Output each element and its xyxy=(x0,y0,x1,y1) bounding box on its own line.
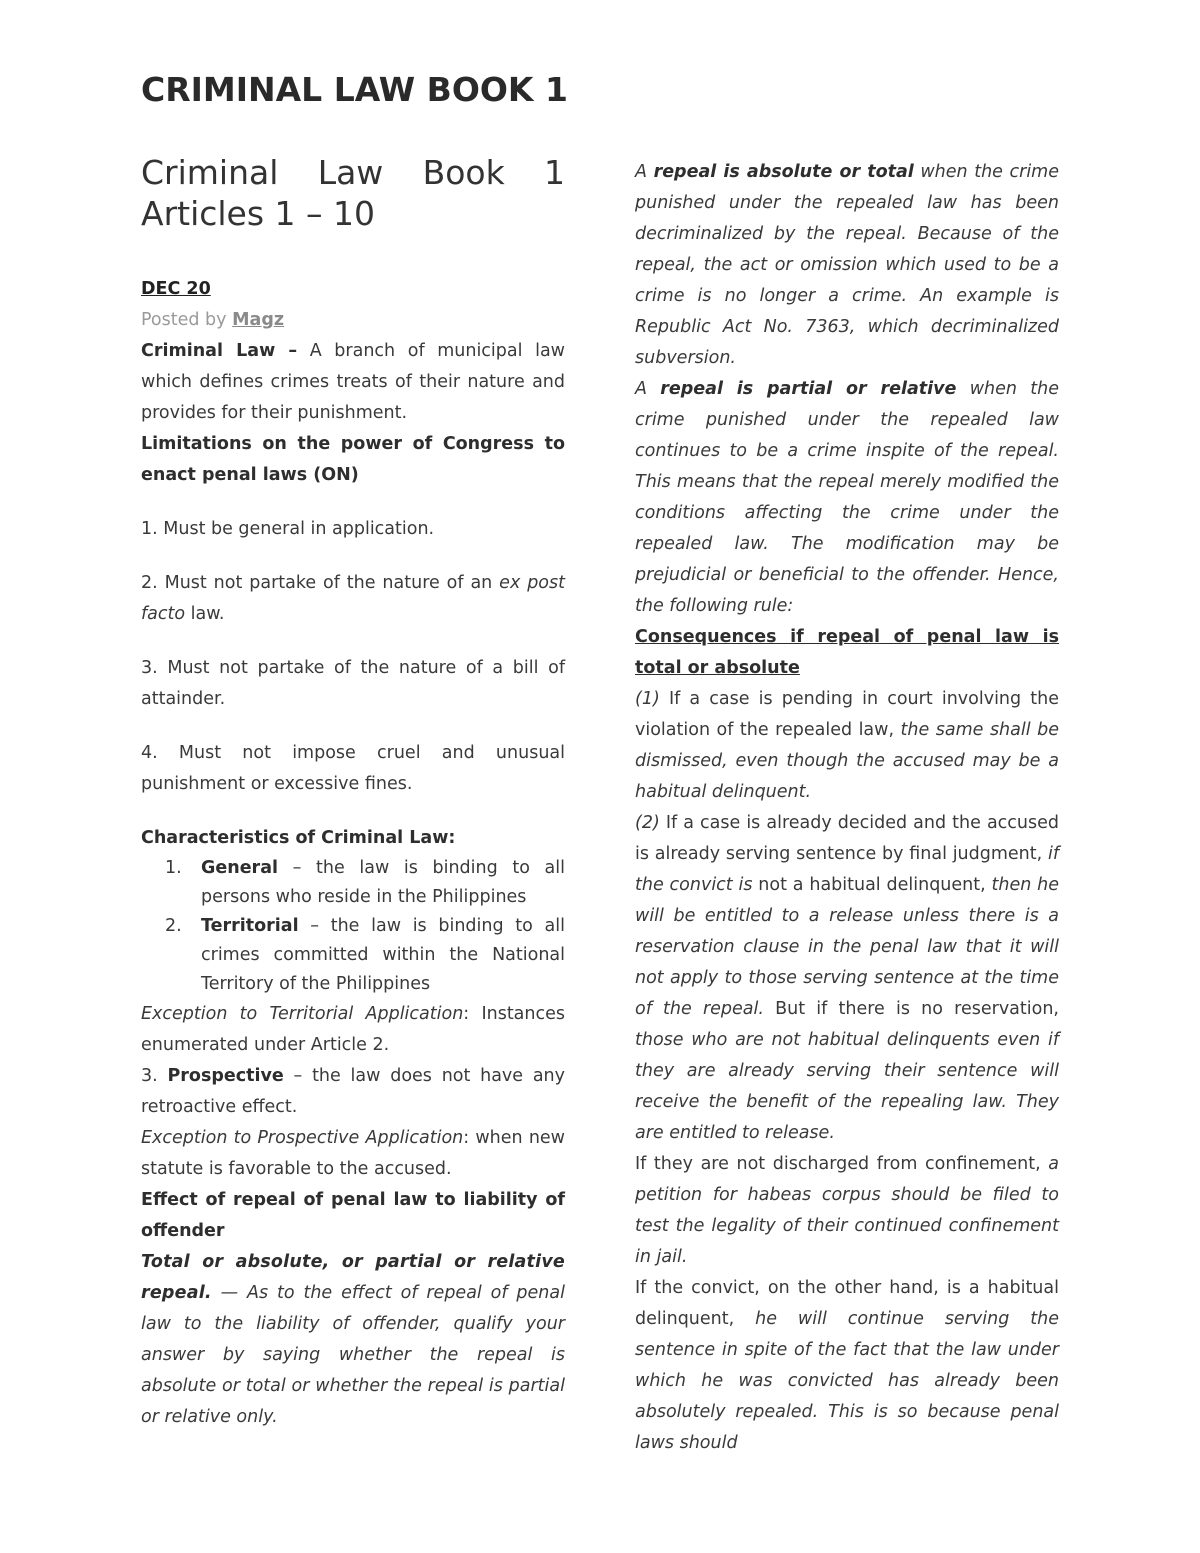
consequence-text: If a case is already decided and the accused is already serving sentence by final judgment, xyxy=(635,813,1059,864)
limitation-2 xyxy=(141,568,565,630)
right-column xyxy=(635,157,1059,1459)
limitation-1: 1. Must be general in application. xyxy=(141,519,435,539)
left-column xyxy=(141,152,565,1433)
paragraph-text: If the convict, on the other hand, is a habitual delinquent, xyxy=(635,1278,1059,1329)
limitation-4: 4. Must not impose cruel and unusual punishment or excessive fines. xyxy=(141,743,565,794)
characteristic-text: – the law is binding to all persons who reside in the Philippines xyxy=(201,858,565,907)
limitations-heading: Limitations on the power of Congress to enact penal laws (ON) xyxy=(141,434,565,485)
consequence-italic: if the convict is xyxy=(635,844,1059,895)
consequence-italic: then he will be entitled to a release unless there is a reservation clause in the penal law that it will not apply to those serving sentence at the time of the repeal. xyxy=(635,875,1059,1019)
characteristics-heading: Characteristics of Criminal Law: xyxy=(141,828,456,848)
page-title: CRIMINAL LAW BOOK 1 xyxy=(141,70,568,109)
habeas-corpus-paragraph xyxy=(635,1149,1059,1273)
partial-repeal-paragraph xyxy=(635,374,1059,622)
characteristic-3 xyxy=(141,1061,565,1123)
paragraph-text: when the crime punished under the repealed law continues to be a crime inspite of the repeal. This means that the repeal merely modified the conditions affecting the crime under the repealed law. The modification may be prejudicial or beneficial to the offender. Hence, the following rule: xyxy=(635,379,1059,616)
article-heading: Criminal Law Book 1 Articles 1 – 10 xyxy=(141,153,565,233)
paragraph-text: when the crime punished under the repealed law has been decriminalized by the repeal. Because of the repeal, the act or omission which used to be a crime is no longer a crime. An example is Republic Act No. 7363, which decriminalized subversion. xyxy=(635,162,1059,368)
prospective-exception xyxy=(141,1123,565,1185)
absolute-repeal-paragraph xyxy=(635,157,1059,374)
characteristic-text: – the law does not have any retroactive effect. xyxy=(141,1066,565,1117)
consequence-italic: the same shall be dismissed, even though the accused may be a habitual delinquent. xyxy=(635,720,1059,802)
limitation-2-italic: ex post facto xyxy=(141,573,565,624)
consequence-italic: those who are not habitual delinquents even if they are already serving their sentence will receive the benefit of the repealing law. They are entitled to release. xyxy=(635,1030,1059,1143)
consequence-number: (2) xyxy=(635,813,660,833)
paragraph-text: If they are not discharged from confinement, xyxy=(635,1154,1049,1174)
limitation-2-text: 2. Must not partake of the nature of an xyxy=(141,573,500,593)
exception-label: Exception to Territorial Application xyxy=(141,1004,464,1024)
list-item xyxy=(141,854,565,912)
posted-by-label: Posted by xyxy=(141,310,233,330)
characteristic-term: Territorial xyxy=(201,916,299,936)
posted-by xyxy=(141,305,565,336)
consequence-2 xyxy=(635,808,1059,1149)
definition-term: Criminal Law – xyxy=(141,341,298,361)
habitual-delinquent-paragraph xyxy=(635,1273,1059,1459)
author-link[interactable]: Magz xyxy=(232,310,285,330)
exception-text: : Instances enumerated under Article 2. xyxy=(141,1004,565,1055)
limitation-2-end: law. xyxy=(185,604,225,624)
total-partial-repeal xyxy=(141,1247,565,1433)
effect-heading: Effect of repeal of penal law to liability of offender xyxy=(141,1190,565,1241)
consequence-number: (1) xyxy=(635,689,660,709)
repeal-term: Total or absolute, or partial or relative repeal. xyxy=(141,1252,565,1303)
characteristic-term: Prospective xyxy=(167,1066,284,1086)
paragraph-italic: he will continue serving the sentence in spite of the fact that the law under which he was convicted has already been absolutely repealed. This is so because penal laws should xyxy=(635,1309,1059,1453)
list-number: 3. xyxy=(141,1066,168,1086)
post-date: DEC 20 xyxy=(141,279,211,299)
paragraph-italic: a petition for habeas corpus should be filed to test the legality of their continued confinement in jail. xyxy=(635,1154,1059,1267)
list-item xyxy=(141,912,565,999)
repeal-text: — As to the effect of repeal of penal law to the liability of offender, qualify your answer by saying whether the repeal is absolute or total or whether the repeal is partial or relative only. xyxy=(141,1283,565,1427)
paragraph-text: A xyxy=(635,379,661,399)
list-number: 1. xyxy=(165,858,182,878)
definition-text: A branch of municipal law which defines crimes treats of their nature and provides for their punishment. xyxy=(141,341,565,423)
paragraph-bold: repeal is absolute or total xyxy=(653,162,914,182)
consequence-text: But if there is no reservation, xyxy=(763,999,1059,1019)
characteristics-list xyxy=(141,854,565,999)
consequence-text: If a case is pending in court involving the violation of the repealed law, xyxy=(635,689,1059,740)
exception-label: Exception to Prospective Application xyxy=(141,1128,464,1148)
characteristic-term: General xyxy=(201,858,278,878)
characteristic-text: – the law is binding to all crimes committed within the National Territory of the Philippines xyxy=(201,916,565,994)
consequences-heading: Consequences if repeal of penal law is total or absolute xyxy=(635,627,1059,678)
consequence-text: not a habitual delinquent, xyxy=(752,875,992,895)
list-number: 2. xyxy=(165,916,182,936)
exception-text: : when new statute is favorable to the accused. xyxy=(141,1128,565,1179)
paragraph-bold: repeal is partial or relative xyxy=(660,379,957,399)
consequence-1 xyxy=(635,684,1059,808)
limitation-3: 3. Must not partake of the nature of a bill of attainder. xyxy=(141,658,565,709)
territorial-exception xyxy=(141,999,565,1061)
paragraph-text: A xyxy=(635,162,654,182)
criminal-law-definition xyxy=(141,336,565,429)
